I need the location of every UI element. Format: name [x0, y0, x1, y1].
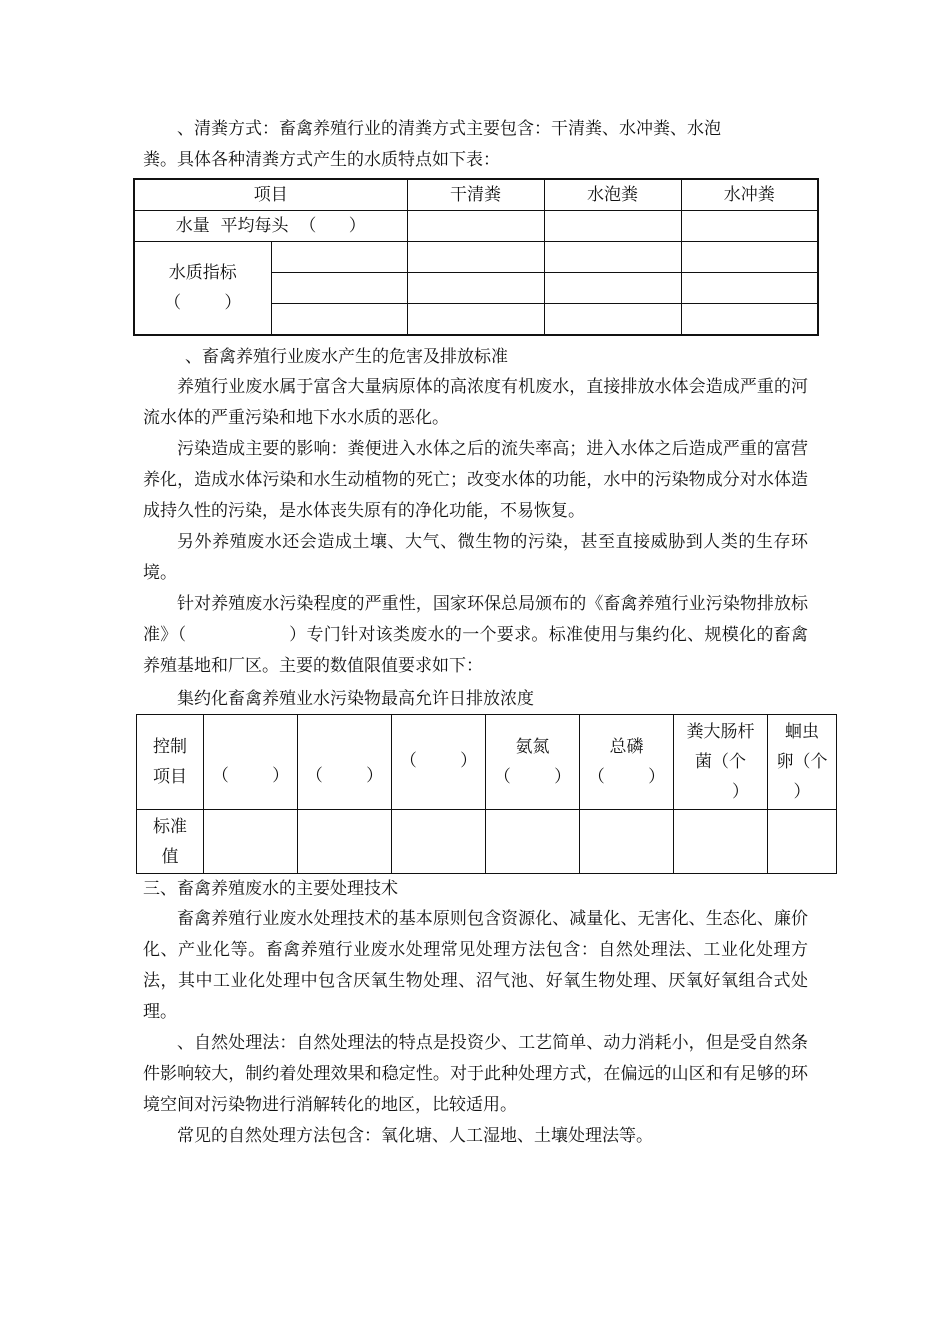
- heading-hazard: 、畜禽养殖行业废水产生的危害及排放标准: [185, 347, 508, 367]
- para-standard: 针对养殖废水污染程度的严重性，国家环保总局颁布的《畜禽养殖行业污染物排放标准》（ ）专门针对该类废水的一个要求。标准使用与集约化、规模化的畜禽养殖基地和厂区。主要的数值限值要求如下：: [143, 594, 808, 676]
- header-ascaris-eggs: 蛔虫 卵（个 ）: [768, 715, 837, 810]
- water-quality-label: 水质指标: [168, 263, 237, 283]
- water-quality-unit: （ ）: [164, 293, 242, 313]
- para-methods: 常见的自然处理方法包含：氧化塘、人工湿地、土壤处理法等。: [177, 1126, 653, 1146]
- row-water-quality: [134, 242, 271, 336]
- header-water-soak: 水泡粪: [544, 179, 681, 211]
- header-col2: （ ）: [298, 715, 392, 810]
- heading-tech: 三、畜禽养殖废水的主要处理技术: [143, 879, 398, 899]
- cleaning-water-quality-table: [133, 178, 819, 336]
- cleaning-intro-line2: 粪。具体各种清粪方式产生的水质特点如下表：: [143, 150, 500, 170]
- header-fecal-coliform: 粪大肠杆 菌（个 ）: [674, 715, 768, 810]
- para-hazard-3: 另外养殖废水还会造成土壤、大气、微生物的污染，甚至直接威胁到人类的生存环境。: [143, 532, 808, 583]
- header-ammonia: 氨氮 （ ）: [486, 715, 580, 810]
- discharge-standard-table: [136, 714, 837, 874]
- para-natural: 、自然处理法：自然处理法的特点是投资少、工艺简单、动力消耗小，但是受自然条件影响较大，制约着处理效果和稳定性。对于此种处理方式，在偏远的山区和有足够的环境空间对污染物进行消解转化的地区，比较适用。: [143, 1033, 808, 1115]
- para-tech: 畜禽养殖行业废水处理技术的基本原则包含资源化、减量化、无害化、生态化、廉价化、产业化等。畜禽养殖行业废水处理常见处理方法包含：自然处理法、工业化处理方法，其中工业化处理中包含厌氧生物处理、沼气池、好氧生物处理、厌氧好氧组合式处理。: [143, 909, 808, 1022]
- table-row: [137, 715, 837, 810]
- cleaning-intro-line1: 、清粪方式：畜禽养殖行业的清粪方式主要包含：干清粪、水冲粪、水泡: [177, 119, 721, 139]
- row-standard-value: 标准 值: [137, 810, 204, 874]
- table-row: [134, 211, 818, 242]
- header-dry-cleaning: 干清粪: [407, 179, 544, 211]
- header-control-item: 控制 项目: [137, 715, 204, 810]
- table-row: [137, 810, 837, 874]
- para-hazard-2: 污染造成主要的影响：粪便进入水体之后的流失率高；进入水体之后造成严重的富营养化，造成水体污染和水生动植物的死亡；改变水体的功能，水中的污染物成分对水体造成持久性的污染，是水体丧失原有的净化功能，不易恢复。: [143, 439, 808, 521]
- table-row: [134, 179, 818, 211]
- table2-caption: 集约化畜禽养殖业水污染物最高允许日排放浓度: [177, 689, 534, 709]
- header-col3: （ ）: [392, 715, 486, 810]
- header-total-phosphorus: 总磷 （ ）: [580, 715, 674, 810]
- row-water-quantity: 水量 平均每头 （ ）: [134, 211, 407, 242]
- table-row: [134, 242, 818, 273]
- para-hazard-1: 养殖行业废水属于富含大量病原体的高浓度有机废水，直接排放水体会造成严重的河流水体的严重污染和地下水水质的恶化。: [143, 377, 808, 428]
- header-item: 项目: [134, 179, 407, 211]
- header-col1: （ ）: [204, 715, 298, 810]
- header-water-flush: 水冲粪: [681, 179, 818, 211]
